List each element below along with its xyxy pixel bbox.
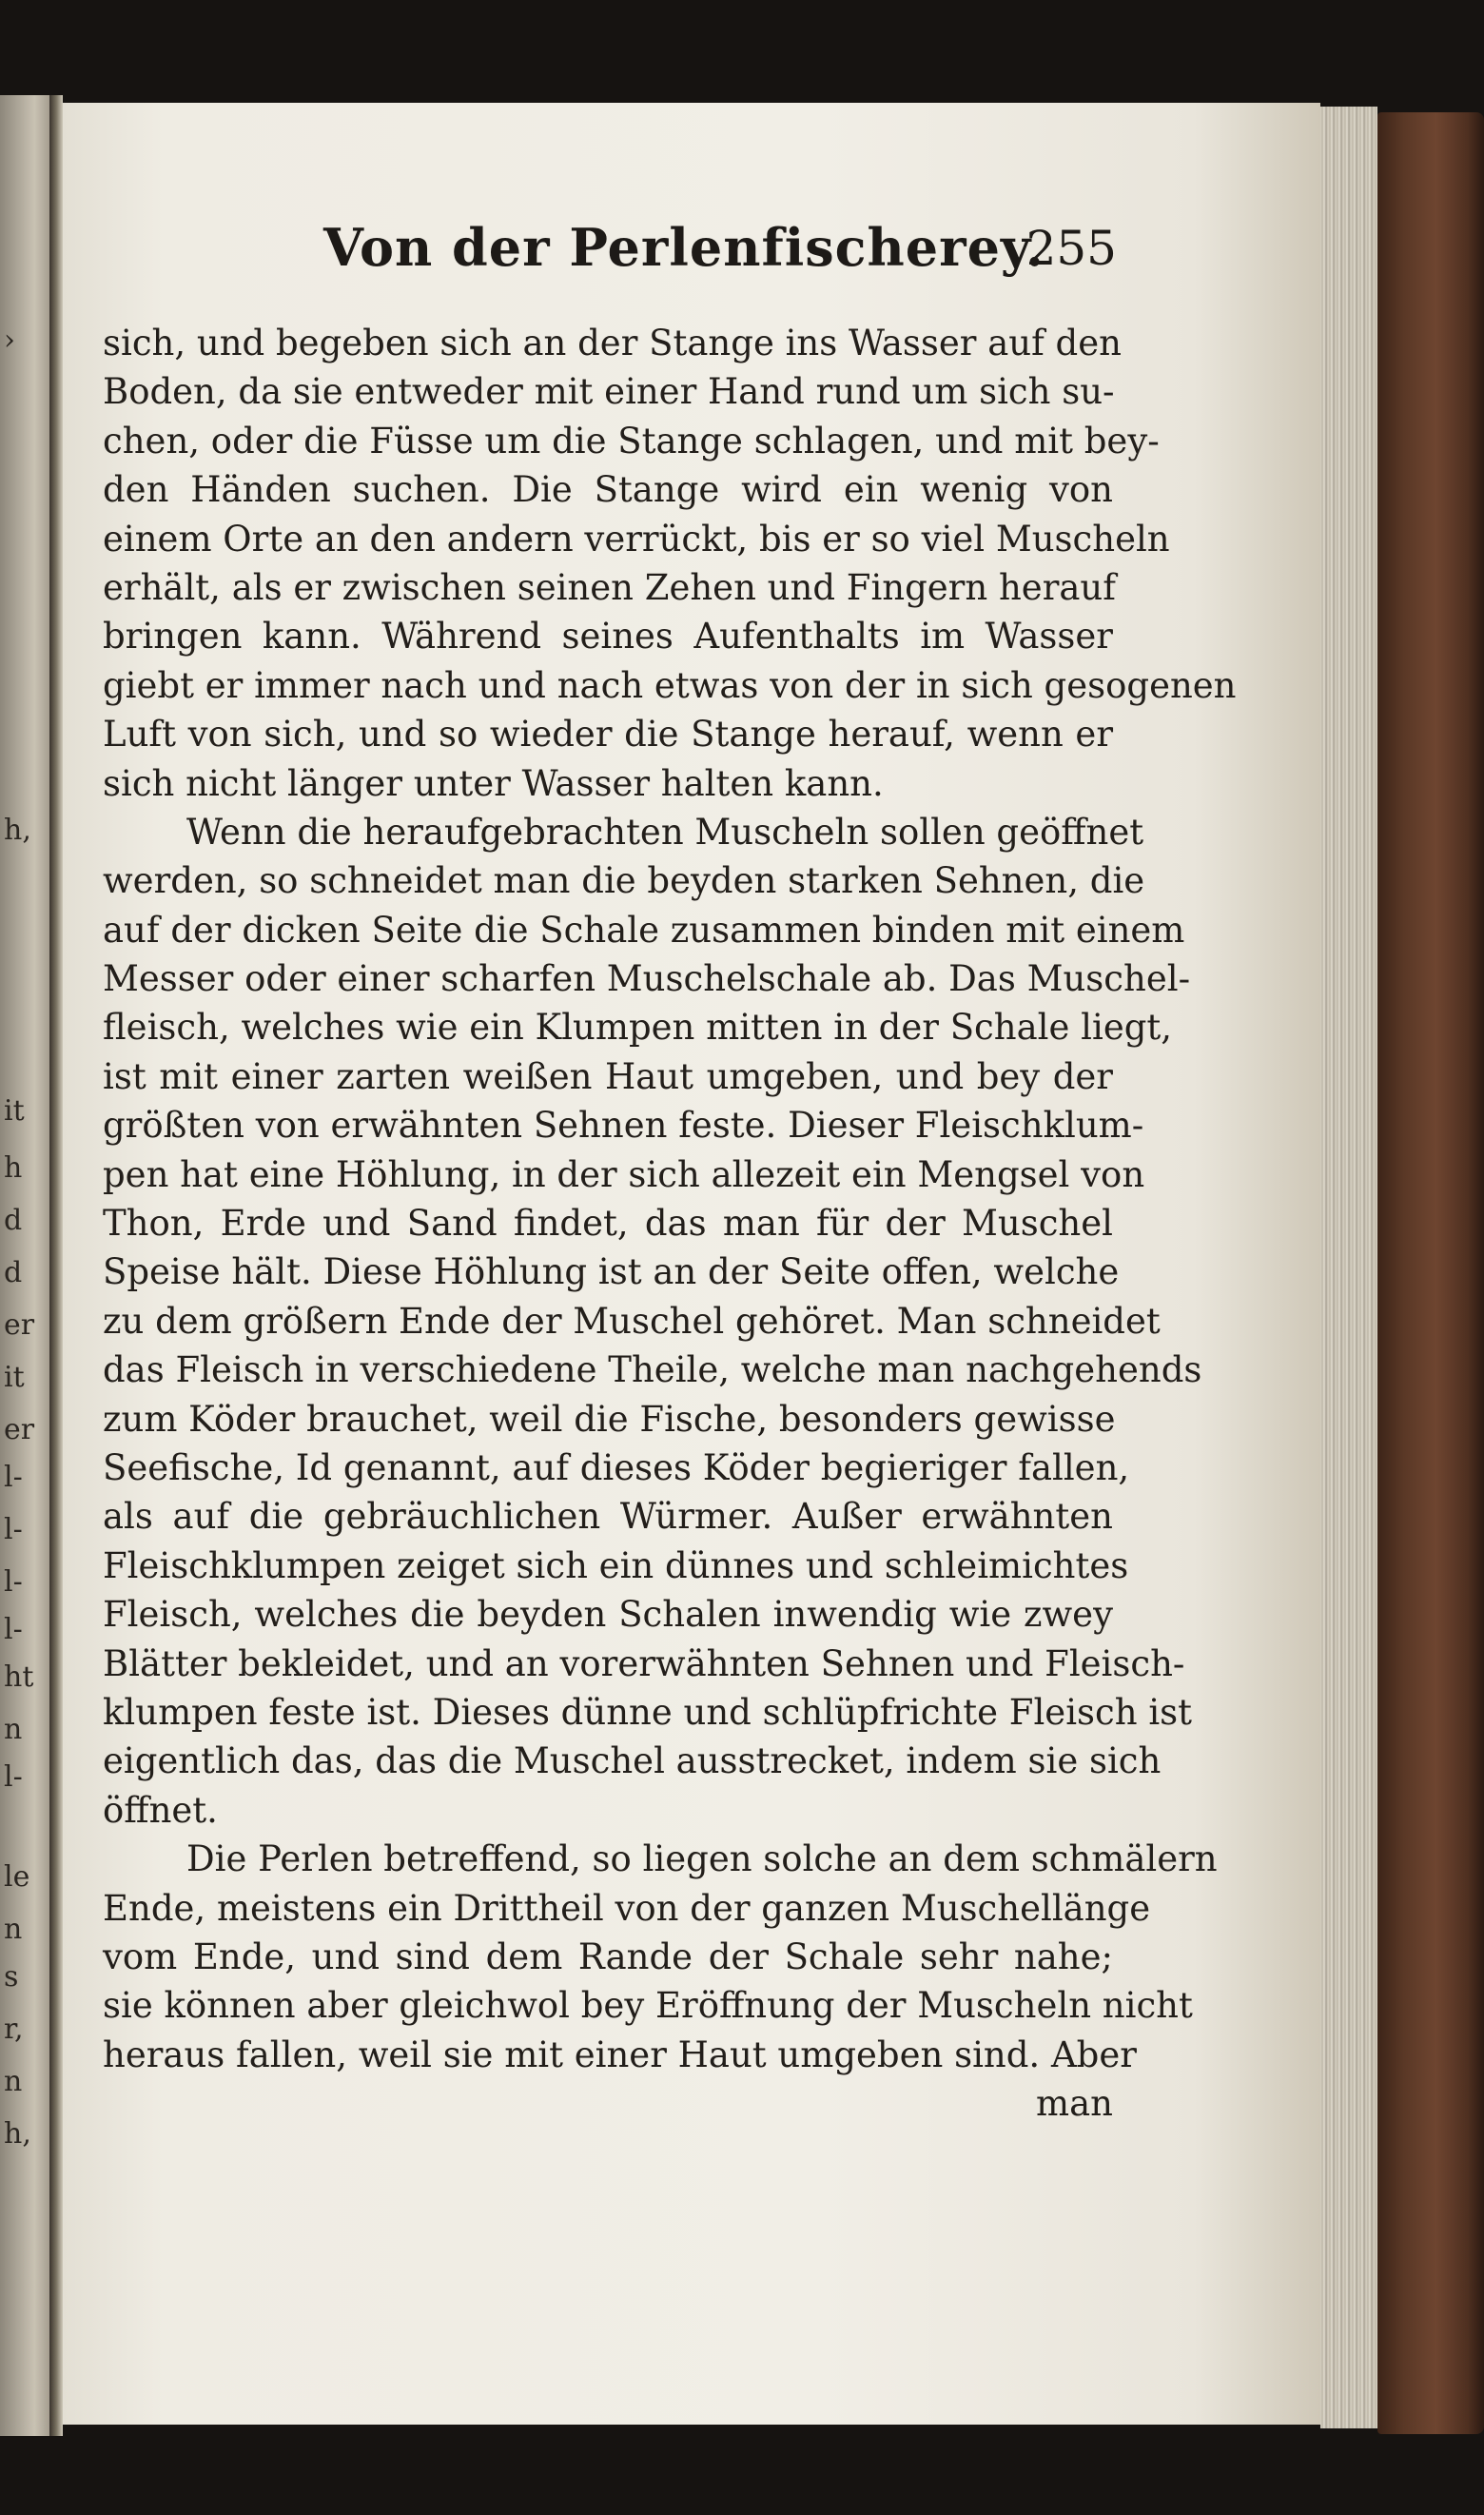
text-line: einem Orte an den andern verrückt, bis er so viel Muscheln xyxy=(103,518,1170,560)
facing-page-fragment: ht xyxy=(4,1660,34,1694)
text-line: größten von erwähnten Sehnen feste. Dieser Fleischklum- xyxy=(103,1105,1144,1147)
facing-page-fragment: n xyxy=(4,1913,23,1946)
facing-page-fragment: l- xyxy=(4,1513,23,1546)
text-line: Blätter bekleidet, und an vorerwähnten Sehnen und Fleisch- xyxy=(103,1642,1185,1684)
body-text xyxy=(103,319,1237,2128)
text-line: Boden, da sie entweder mit einer Hand rund um sich su- xyxy=(103,371,1115,413)
text-line: werden, so schneidet man die beyden starken Sehnen, die xyxy=(103,860,1145,902)
text-line: erhält, als er zwischen seinen Zehen und Fingern herauf xyxy=(103,566,1116,608)
text-line: fleisch, welches wie ein Klumpen mitten in der Schale liegt, xyxy=(103,1007,1173,1049)
text-line: Messer oder einer scharfen Muschelschale ab. Das Muschel- xyxy=(103,958,1191,1000)
running-title: Von der Perlenfischerey. xyxy=(323,217,1045,278)
page-number: 255 xyxy=(1025,221,1117,276)
page-header xyxy=(323,217,1117,293)
text-line: Seefische, Id genannt, auf dieses Köder begieriger fallen, xyxy=(103,1446,1130,1488)
text-line: klumpen feste ist. Dieses dünne und schlüpfrichte Fleisch ist xyxy=(103,1691,1193,1733)
text-line: Thon, Erde und Sand findet, das man für der Muschel xyxy=(103,1203,1113,1245)
text-line: das Fleisch in verschiedene Theile, welche man nachgehends xyxy=(103,1349,1202,1391)
text-line: vom Ende, und sind dem Rande der Schale sehr nahe; xyxy=(103,1935,1113,1977)
facing-page-fragment: l- xyxy=(4,1565,23,1599)
facing-page-fragment: n xyxy=(4,1713,23,1746)
text-line: chen, oder die Füsse um die Stange schlagen, und mit bey- xyxy=(103,420,1160,462)
text-line: auf der dicken Seite die Schale zusammen binden mit einem xyxy=(103,909,1185,951)
text-line: heraus fallen, weil sie mit einer Haut umgeben sind. Aber xyxy=(103,2034,1137,2075)
leather-cover xyxy=(1377,112,1484,2434)
book-gutter xyxy=(49,95,63,2436)
text-line: bringen kann. Während seines Aufenthalts im Wasser xyxy=(103,616,1113,658)
text-line: pen hat eine Höhlung, in der sich allezeit ein Mengsel von xyxy=(103,1153,1145,1195)
text-line: als auf die gebräuchlichen Würmer. Außer erwähnten xyxy=(103,1496,1113,1538)
paragraph-start-line: Die Perlen betreffend, so liegen solche an dem schmälern xyxy=(186,1838,1218,1880)
facing-page-fragment: h, xyxy=(4,814,31,847)
text-line: eigentlich das, das die Muschel ausstrecket, indem sie sich xyxy=(103,1740,1162,1782)
facing-page-fragment: er xyxy=(4,1308,35,1342)
text-line: sich nicht länger unter Wasser halten kann. xyxy=(103,762,884,804)
paragraph-start-line: Wenn die heraufgebrachten Muscheln sollen geöffnet xyxy=(186,811,1144,853)
text-line: öffnet. xyxy=(103,1789,218,1831)
facing-page-fragment: er xyxy=(4,1413,35,1446)
text-line: ist mit einer zarten weißen Haut umgeben, und bey der xyxy=(103,1055,1113,1097)
text-line: Luft von sich, und so wieder die Stange herauf, wenn er xyxy=(103,714,1113,756)
text-line: sie können aber gleichwol bey Eröffnung der Muscheln nicht xyxy=(103,1985,1193,2027)
facing-page-fragment: s xyxy=(4,1960,19,1994)
facing-page-fragment: d xyxy=(4,1256,23,1289)
facing-page-fragment: l- xyxy=(4,1760,23,1794)
text-line: zu dem größern Ende der Muschel gehöret. Man schneidet xyxy=(103,1300,1161,1342)
text-line: giebt er immer nach und nach etwas von der in sich gesogenen xyxy=(103,664,1237,706)
facing-page-text-fragments xyxy=(0,0,46,2515)
facing-page-fragment: r, xyxy=(4,2013,24,2046)
text-line: Speise hält. Diese Höhlung ist an der Seite offen, welche xyxy=(103,1251,1120,1293)
facing-page-fragment: d xyxy=(4,1204,23,1237)
text-line: sich, und begeben sich an der Stange ins Wasser auf den xyxy=(103,323,1122,363)
text-line: den Händen suchen. Die Stange wird ein wenig von xyxy=(103,469,1113,511)
facing-page-fragment: le xyxy=(4,1860,30,1894)
facing-page-fragment: h xyxy=(4,1151,23,1185)
page-stack-edge xyxy=(1320,107,1377,2428)
facing-page-fragment: it xyxy=(4,1094,25,1128)
text-line: Ende, meistens ein Drittheil von der ganzen Muschellänge xyxy=(103,1887,1151,1929)
facing-page-fragment: it xyxy=(4,1361,25,1394)
facing-page-fragment: › xyxy=(4,324,15,357)
catchword: man xyxy=(1036,2083,1113,2125)
facing-page-fragment: h, xyxy=(4,2117,31,2151)
facing-page-fragment: l- xyxy=(4,1613,23,1646)
text-line: Fleisch, welches die beyden Schalen inwendig wie zwey xyxy=(103,1594,1113,1636)
facing-page-fragment: n xyxy=(4,2065,23,2098)
text-line: Fleischklumpen zeiget sich ein dünnes und schleimichtes xyxy=(103,1544,1129,1586)
text-line: zum Köder brauchet, weil die Fische, besonders gewisse xyxy=(103,1398,1116,1440)
facing-page-fragment: l- xyxy=(4,1461,23,1494)
